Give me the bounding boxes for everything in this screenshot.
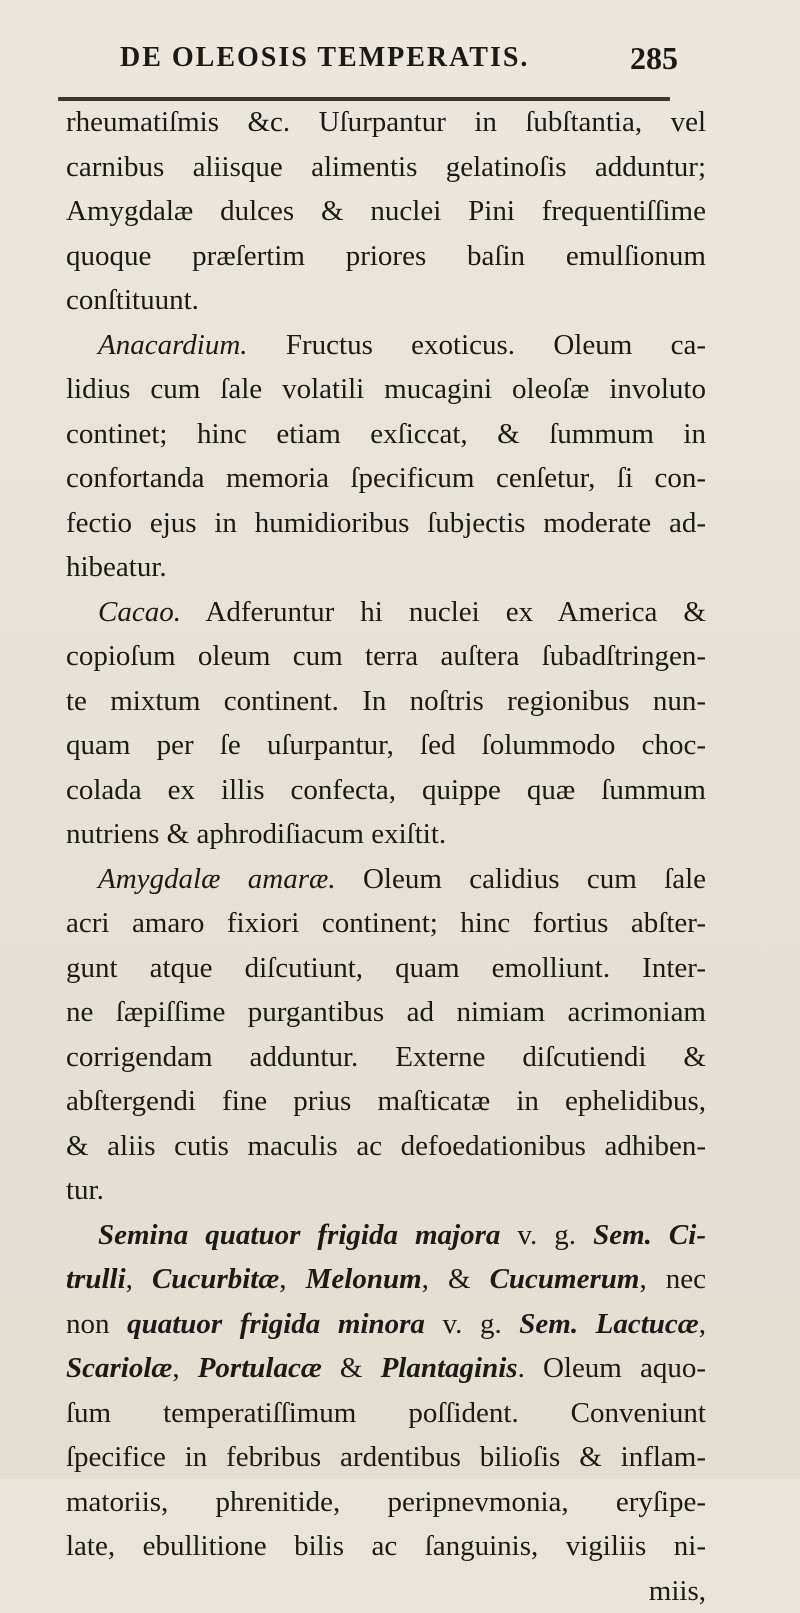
text-run: ,: [279, 1263, 305, 1295]
text-run: corrigendam adduntur. Externe diſcutiendi &: [66, 1041, 706, 1073]
text-run: v. g.: [425, 1308, 519, 1340]
text-line: [66, 590, 706, 635]
bold-italic-term: trulli: [66, 1263, 126, 1295]
bold-italic-term: Cucurbitæ: [152, 1263, 279, 1295]
text-run: . Oleum aquo-: [518, 1352, 706, 1384]
text-run: ſpecifice in febribus ardentibus bilioſis & inflam-: [66, 1441, 706, 1473]
text-run: Fructus exoticus. Oleum ca-: [248, 329, 706, 361]
text-run: continet; hinc etiam exſiccat, & ſummum in: [66, 418, 706, 450]
text-run: quam per ſe uſurpantur, ſed ſolummodo choc-: [66, 729, 706, 761]
text-line: [66, 1257, 706, 1302]
running-head: DE OLEOSIS TEMPERATIS.: [120, 42, 529, 74]
text-run: copioſum oleum cum terra auſtera ſubadſtringen-: [66, 640, 706, 672]
text-line: [66, 857, 706, 902]
text-run: & aliis cutis maculis ac defoedationibus adhiben-: [66, 1130, 706, 1162]
text-line: [66, 1079, 706, 1124]
text-run: miis,: [649, 1575, 706, 1607]
text-line: [66, 100, 706, 145]
text-line: [66, 278, 706, 323]
text-line: [66, 990, 706, 1035]
text-run: late, ebullitione bilis ac ſanguinis, vigiliis ni-: [66, 1530, 706, 1562]
bold-italic-term: Melonum: [306, 1263, 422, 1295]
text-line: [66, 323, 706, 368]
text-line: [66, 1302, 706, 1347]
text-run: matoriis, phrenitide, peripnevmonia, eryſipe-: [66, 1486, 706, 1518]
page-header: [0, 38, 800, 88]
bold-italic-term: Scariolæ: [66, 1352, 172, 1384]
bold-italic-term: Portulacæ: [198, 1352, 322, 1384]
text-line: [66, 1124, 706, 1169]
text-line: [66, 1569, 706, 1613]
text-line: [66, 723, 706, 768]
text-line: [66, 946, 706, 991]
text-run: quoque præſertim priores baſin emulſionum: [66, 240, 706, 272]
text-line: [66, 367, 706, 412]
text-run: ,: [126, 1263, 152, 1295]
text-run: &: [322, 1352, 381, 1384]
text-run: v. g.: [500, 1219, 593, 1251]
italic-heading: Amygdalæ amaræ.: [98, 863, 336, 895]
text-line: [66, 501, 706, 546]
text-run: Adferuntur hi nuclei ex America &: [181, 596, 706, 628]
text-run: ,: [172, 1352, 197, 1384]
text-run: Amygdalæ dulces & nuclei Pini frequentiſſime: [66, 195, 706, 227]
text-line: [66, 545, 706, 590]
text-run: fectio ejus in humidioribus ſubjectis moderate ad-: [66, 507, 706, 539]
text-run: colada ex illis confecta, quippe quæ ſummum: [66, 774, 706, 806]
text-line: [66, 679, 706, 724]
text-run: te mixtum continent. In noſtris regionibus nun-: [66, 685, 706, 717]
bold-italic-term: Sem. Ci-: [593, 1219, 706, 1251]
text-line: [66, 634, 706, 679]
page-number: 285: [630, 40, 678, 77]
body-text: [66, 100, 706, 1613]
text-line: [66, 1391, 706, 1436]
text-line: [66, 1035, 706, 1080]
bold-italic-term: Sem. Lactucæ: [519, 1308, 698, 1340]
text-line: [66, 901, 706, 946]
text-run: , &: [422, 1263, 490, 1295]
text-line: [66, 189, 706, 234]
text-run: abſtergendi fine prius maſticatæ in ephelidibus,: [66, 1085, 706, 1117]
text-run: rheumatiſmis &c. Uſurpantur in ſubſtantia, vel: [66, 106, 706, 138]
text-line: [66, 1168, 706, 1213]
text-run: ne ſæpiſſime purgantibus ad nimiam acrimoniam: [66, 996, 706, 1028]
bold-italic-term: quatuor frigida minora: [127, 1308, 425, 1340]
text-run: nutriens & aphrodiſiacum exiſtit.: [66, 818, 446, 850]
text-line: [66, 1435, 706, 1480]
text-run: lidius cum ſale volatili mucagini oleoſæ involuto: [66, 373, 706, 405]
text-line: [66, 812, 706, 857]
text-line: [66, 456, 706, 501]
text-run: confortanda memoria ſpecificum cenſetur, ſi con-: [66, 462, 706, 494]
text-line: [66, 1213, 706, 1258]
text-run: acri amaro fixiori continent; hinc fortius abſter-: [66, 907, 706, 939]
text-line: [66, 234, 706, 279]
text-line: [66, 1524, 706, 1569]
text-run: carnibus aliisque alimentis gelatinoſis adduntur;: [66, 151, 706, 183]
text-run: non: [66, 1308, 127, 1340]
text-line: [66, 1346, 706, 1391]
italic-heading: Cacao.: [98, 596, 181, 628]
text-line: [66, 145, 706, 190]
bold-italic-term: Semina quatuor frigida majora: [98, 1219, 500, 1251]
text-line: [66, 1480, 706, 1525]
text-run: , nec: [639, 1263, 706, 1295]
text-run: gunt atque diſcutiunt, quam emolliunt. Inter-: [66, 952, 706, 984]
text-run: Oleum calidius cum ſale: [336, 863, 706, 895]
text-run: hibeatur.: [66, 551, 167, 583]
bold-italic-term: Plantaginis: [381, 1352, 518, 1384]
text-line: [66, 768, 706, 813]
text-line: [66, 412, 706, 457]
bold-italic-term: Cucumerum: [490, 1263, 640, 1295]
text-run: ,: [699, 1308, 706, 1340]
text-run: tur.: [66, 1174, 104, 1206]
text-run: ſum temperatiſſimum poſſident. Conveniunt: [66, 1397, 706, 1429]
italic-heading: Anacardium.: [98, 329, 248, 361]
text-run: conſtituunt.: [66, 284, 199, 316]
